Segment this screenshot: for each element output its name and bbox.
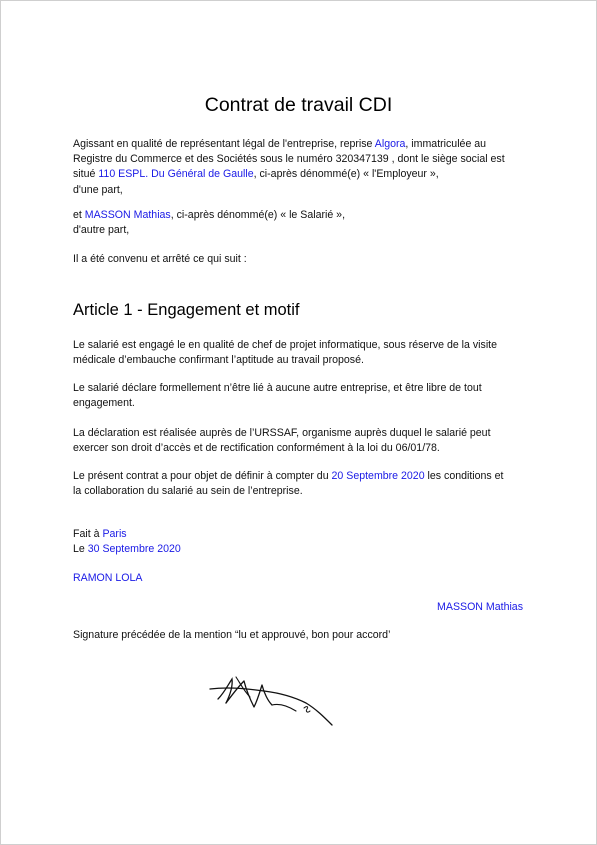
handwritten-signature: [206, 673, 338, 729]
exclusivity-line-1: Le salarié déclare formellement n’être lié à aucune autre entreprise, et être libre de tout: [73, 382, 482, 394]
intro-line-3: [73, 167, 543, 182]
object-paragraph: [73, 469, 543, 499]
agreed-text: Il a été convenu et arrêté ce qui suit :: [73, 253, 247, 265]
signing-date: 30 Septembre 2020: [87, 543, 181, 556]
intro-line-4: d'une part,: [73, 183, 123, 196]
place-label: Fait à: [73, 528, 103, 540]
start-date: 20 Septembre 2020: [331, 470, 425, 482]
object-text: les conditions et: [424, 470, 504, 482]
intro-text: situé: [73, 168, 99, 181]
employer-signatory: [73, 571, 543, 586]
intro-paragraph: [73, 137, 543, 198]
employee-paragraph: [73, 208, 543, 238]
employee-line-1: [73, 208, 543, 223]
object-line-1: [73, 469, 543, 484]
engagement-line-1: Le salarié est engagé le en qualité de chef de projet informatique, sous réserve de la visite: [73, 339, 498, 351]
signoff-block: [73, 527, 543, 557]
intro-text: Agissant en qualité de représentant légal de l'entreprise, reprise: [73, 138, 375, 150]
employee-text: , ci-après dénommé(e) « le Salarié »,: [170, 209, 346, 221]
employee-signatory-name: MASSON Mathias: [437, 601, 523, 613]
signature-note-text: Signature précédée de la mention “lu et approuvé, bon pour accord’: [73, 629, 391, 641]
employee-text: et: [73, 209, 85, 221]
intro-text: , immatriculée au: [405, 138, 487, 150]
employee-line-2: d'autre part,: [73, 224, 130, 237]
article-heading: Article 1 - Engagement et motif: [73, 301, 300, 319]
urssaf-line-1: La déclaration est réalisée auprès de l’URSSAF, organisme auprès duquel le salarié peut: [73, 427, 491, 439]
signing-city: Paris: [102, 528, 127, 540]
signature-note: [73, 628, 543, 643]
urssaf-line-2: exercer son droit d’accès et de rectification conformément à la loi du 06/01/78.: [73, 442, 440, 455]
company-name: Algora: [374, 138, 406, 150]
company-address: 110 ESPL. Du Général de Gaulle: [98, 168, 254, 181]
intro-text: , ci-après dénommé(e) « l'Employeur »,: [253, 168, 439, 181]
employee-name: MASSON Mathias: [84, 209, 171, 221]
exclusivity-line-2: engagement.: [73, 397, 135, 410]
document-title: Contrat de travail CDI: [204, 94, 393, 116]
date-line: [73, 542, 543, 557]
date-label: Le: [73, 543, 88, 556]
engagement-line-2: médicale d’embauche confirmant l’aptitude au travail proposé.: [73, 354, 364, 367]
object-line-2: la collaboration du salarié au sein de l’entreprise.: [73, 485, 303, 498]
place-line: [73, 527, 543, 542]
engagement-paragraph: [73, 338, 543, 368]
employer-name: RAMON LOLA: [73, 572, 143, 584]
urssaf-paragraph: [73, 426, 543, 456]
agreed-paragraph: [73, 252, 543, 267]
intro-line-1: [73, 137, 543, 152]
exclusivity-paragraph: [73, 381, 543, 411]
object-text: Le présent contrat a pour objet de définir à compter du: [73, 470, 332, 482]
intro-line-2: Registre du Commerce et des Sociétés sous le numéro 320347139 , dont le siège social est: [73, 153, 505, 166]
